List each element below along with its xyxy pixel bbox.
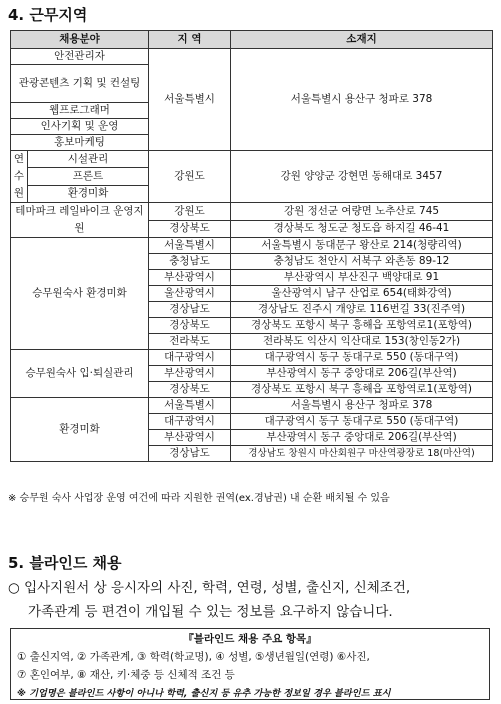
field-cell: 환경미화 (11, 398, 149, 462)
table-row (11, 151, 493, 168)
section-5-title: 5. 블라인드 채용 (8, 554, 122, 572)
table-row (11, 238, 493, 254)
work-location-table (10, 30, 493, 462)
yeonsuwon-cell (11, 151, 28, 203)
address-cell: 강원 양양군 강현면 동해대로 3457 (231, 151, 493, 203)
region-cell: 대구광역시 (149, 350, 231, 366)
table-row (11, 350, 493, 366)
region-cell: 부산광역시 (149, 270, 231, 286)
field-cell: 환경미화 (28, 185, 149, 202)
address-cell: 경상북도 포항시 북구 흥해읍 포항역로1(포항역) (231, 318, 493, 334)
region-cell: 울산광역시 (149, 286, 231, 302)
blind-hiring-statement (8, 576, 498, 624)
section-4-title: 4. 근무지역 (8, 6, 88, 24)
address-cell: 충청남도 천안시 서북구 와촌동 89-12 (231, 254, 493, 270)
region-cell: 대구광역시 (149, 414, 231, 430)
address-cell: 경상북도 청도군 청도읍 하지길 46-41 (231, 220, 493, 238)
field-cell: 승무원숙사 환경미화 (11, 238, 149, 350)
blind-items-box (10, 628, 490, 700)
field-cell: 홍보마케팅 (11, 135, 149, 151)
region-cell: 서울특별시 (149, 49, 231, 151)
address-cell: 부산광역시 동구 중앙대로 206길(부산역) (231, 366, 493, 382)
table-row (11, 49, 493, 65)
address-cell: 경상남도 진주시 개양로 116번길 33(진주역) (231, 302, 493, 318)
address-cell: 부산광역시 부산진구 백양대로 91 (231, 270, 493, 286)
region-cell: 충청남도 (149, 254, 231, 270)
region-cell: 경상남도 (149, 446, 231, 462)
region-cell: 서울특별시 (149, 238, 231, 254)
box-footnote: ※ 기업명은 블라인드 사항이 아니나 학력, 출신지 등 유추 가능한 정보일 경우 블라인드 표시 (17, 688, 391, 699)
address-cell: 대구광역시 동구 동대구로 550 (동대구역) (231, 350, 493, 366)
address-cell: 경상남도 창원시 마산회원구 마산역광장로 18(마산역) (231, 446, 493, 462)
region-cell: 전라북도 (149, 334, 231, 350)
region-cell: 경상북도 (149, 382, 231, 398)
table-row (11, 203, 493, 221)
table-header-row (11, 31, 493, 49)
statement-line: 가족관계 등 편견이 개입될 수 있는 정보를 요구하지 않습니다. (28, 604, 393, 620)
address-cell: 부산광역시 동구 중앙대로 206길(부산역) (231, 430, 493, 446)
yeonsuwon-char: 연 (13, 153, 25, 165)
region-cell: 강원도 (149, 151, 231, 203)
address-cell: 서울특별시 용산구 청파로 378 (231, 49, 493, 151)
region-cell: 강원도 (149, 203, 231, 221)
box-line: ⑦ 혼인여부, ⑧ 재산, 키·체중 등 신체적 조건 등 (17, 669, 235, 681)
field-cell: 안전관리자 (11, 49, 149, 65)
address-cell: 대구광역시 동구 동대구로 550 (동대구역) (231, 414, 493, 430)
field-cell: 웹프로그래머 (11, 103, 149, 119)
region-cell: 부산광역시 (149, 366, 231, 382)
field-cell: 관광콘텐츠 기획 및 컨설팅 (11, 65, 149, 103)
yeonsuwon-char: 수 (13, 170, 25, 182)
statement-line: ○ 입사지원서 상 응시자의 사진, 학력, 연령, 성별, 출신지, 신체조건, (8, 580, 411, 596)
yeonsuwon-char: 원 (13, 187, 25, 199)
region-cell: 경상북도 (149, 220, 231, 238)
address-cell: 울산광역시 남구 산업로 654(태화강역) (231, 286, 493, 302)
address-cell: 경상북도 포항시 북구 흥해읍 포항역로1(포항역) (231, 382, 493, 398)
header-region: 지 역 (149, 31, 231, 49)
address-cell: 강원 정선군 여량면 노추산로 745 (231, 203, 493, 221)
region-cell: 경상북도 (149, 318, 231, 334)
field-cell: 테마파크 레일바이크 운영지원 (11, 203, 149, 238)
field-cell: 시설관리 (28, 151, 149, 168)
region-cell: 부산광역시 (149, 430, 231, 446)
address-cell: 서울특별시 용산구 청파로 378 (231, 398, 493, 414)
table-footnote: ※ 승무원 숙사 사업장 운영 여건에 따라 지원한 권역(ex.경남권) 내 순환 배치될 수 있음 (8, 493, 390, 504)
box-line: ① 출신지역, ② 가족관계, ③ 학력(학교명), ④ 성별, ⑤생년월일(연령) ⑥사진, (17, 651, 370, 663)
box-title: 『블라인드 채용 주요 항목』 (183, 633, 317, 645)
field-cell: 인사기획 및 운영 (11, 119, 149, 135)
header-field: 채용분야 (11, 31, 149, 49)
region-cell: 경상남도 (149, 302, 231, 318)
address-cell: 서울특별시 동대문구 왕산로 214(청량리역) (231, 238, 493, 254)
address-cell: 전라북도 익산시 익산대로 153(창인동2가) (231, 334, 493, 350)
header-address: 소재지 (231, 31, 493, 49)
field-cell: 프론트 (28, 168, 149, 185)
field-cell: 승무원숙사 입·퇴실관리 (11, 350, 149, 398)
region-cell: 서울특별시 (149, 398, 231, 414)
table-row (11, 398, 493, 414)
